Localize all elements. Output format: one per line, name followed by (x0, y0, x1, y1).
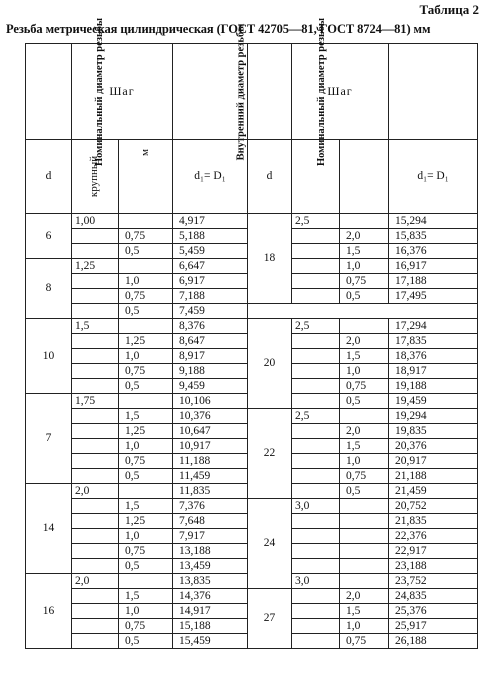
inner-diameter-cell: 10,106 (173, 394, 248, 409)
fine-step-cell: 1,25 (119, 514, 173, 529)
fine-step-cell: 0,5 (119, 559, 173, 574)
nominal-diameter-cell: 8 (26, 259, 72, 319)
coarse-step-cell (72, 304, 119, 319)
coarse-step-cell (72, 469, 119, 484)
coarse-step-cell (292, 439, 340, 454)
coarse-step-cell (292, 514, 340, 529)
header-nominal-diameter-right-label: Номинальный диаметр резьбы (316, 17, 328, 167)
inner-diameter-cell: 14,376 (173, 589, 248, 604)
inner-diameter-cell: 19,459 (389, 394, 478, 409)
coarse-step-cell: 1,5 (72, 319, 119, 334)
inner-diameter-cell: 22,917 (389, 544, 478, 559)
nominal-diameter-cell: 27 (248, 589, 292, 649)
coarse-step-cell: 2,5 (292, 409, 340, 424)
header-inner-diameter-right (389, 44, 478, 140)
coarse-step-cell (292, 559, 340, 574)
coarse-step-cell (72, 409, 119, 424)
inner-diameter-cell: 5,188 (173, 229, 248, 244)
table-row (26, 409, 478, 424)
coarse-step-cell (292, 364, 340, 379)
coarse-step-cell (72, 529, 119, 544)
fine-step-cell (119, 484, 173, 499)
nominal-diameter-cell: 16 (26, 574, 72, 649)
empty-cell (248, 304, 478, 319)
coarse-step-cell: 3,0 (292, 574, 340, 589)
inner-diameter-cell: 19,188 (389, 379, 478, 394)
fine-step-cell: 1,5 (119, 499, 173, 514)
inner-diameter-cell: 19,835 (389, 424, 478, 439)
fine-step-cell: 0,75 (119, 454, 173, 469)
header-step-right: Шаг (292, 44, 389, 140)
inner-diameter-cell: 21,835 (389, 514, 478, 529)
header-fine-left (119, 140, 173, 214)
inner-diameter-cell: 7,459 (173, 304, 248, 319)
coarse-step-cell (292, 259, 340, 274)
inner-diameter-cell: 17,835 (389, 334, 478, 349)
inner-diameter-cell: 6,917 (173, 274, 248, 289)
inner-diameter-cell: 16,917 (389, 259, 478, 274)
coarse-step-cell (72, 349, 119, 364)
inner-diameter-cell: 15,835 (389, 229, 478, 244)
nominal-diameter-cell: 6 (26, 214, 72, 259)
inner-diameter-cell: 17,188 (389, 274, 478, 289)
header-nominal-diameter-left-label: Номинальный диаметр резьбы (94, 17, 106, 167)
fine-step-cell: 0,75 (340, 634, 389, 649)
inner-diameter-cell: 8,917 (173, 349, 248, 364)
fine-step-cell: 0,75 (119, 289, 173, 304)
fine-step-cell: 1,0 (340, 364, 389, 379)
inner-diameter-cell: 19,294 (389, 409, 478, 424)
inner-diameter-cell: 21,459 (389, 484, 478, 499)
coarse-step-cell (292, 634, 340, 649)
inner-diameter-cell: 5,459 (173, 244, 248, 259)
coarse-step-cell (72, 289, 119, 304)
inner-diameter-cell: 15,188 (173, 619, 248, 634)
coarse-step-cell: 2,5 (292, 214, 340, 229)
coarse-step-cell (292, 229, 340, 244)
inner-diameter-cell: 13,835 (173, 574, 248, 589)
coarse-step-cell (72, 544, 119, 559)
header-nominal-diameter-right (248, 17, 328, 167)
fine-step-cell: 0,5 (340, 394, 389, 409)
fine-step-cell: 1,0 (119, 529, 173, 544)
inner-diameter-cell: 11,459 (173, 469, 248, 484)
inner-diameter-cell: 7,917 (173, 529, 248, 544)
fine-step-cell: 0,75 (340, 379, 389, 394)
nominal-diameter-cell: 20 (248, 319, 292, 409)
inner-diameter-cell: 10,647 (173, 424, 248, 439)
fine-step-cell: 1,0 (119, 274, 173, 289)
coarse-step-cell: 3,0 (292, 499, 340, 514)
inner-diameter-cell: 8,376 (173, 319, 248, 334)
fine-step-cell: 1,5 (340, 349, 389, 364)
header-inner-diameter-left (173, 23, 248, 161)
inner-diameter-cell: 24,835 (389, 589, 478, 604)
header-row-1 (26, 44, 478, 140)
coarse-step-cell (72, 589, 119, 604)
coarse-step-cell (72, 559, 119, 574)
coarse-step-cell (292, 484, 340, 499)
inner-diameter-cell: 17,495 (389, 289, 478, 304)
inner-diameter-cell: 23,752 (389, 574, 478, 589)
coarse-step-cell (292, 349, 340, 364)
fine-step-cell (340, 529, 389, 544)
nominal-diameter-cell: 18 (248, 214, 292, 304)
inner-diameter-cell: 13,188 (173, 544, 248, 559)
coarse-step-cell (72, 454, 119, 469)
header-nominal-diameter-left (26, 17, 106, 167)
table-row (26, 214, 478, 229)
fine-step-cell: 1,5 (119, 589, 173, 604)
coarse-step-cell (72, 439, 119, 454)
fine-step-cell: 1,0 (340, 259, 389, 274)
header-d1-right: d₁= D₁ (389, 140, 478, 214)
fine-step-cell: 2,0 (340, 229, 389, 244)
coarse-step-cell (72, 514, 119, 529)
coarse-step-cell (292, 289, 340, 304)
coarse-step-cell (292, 544, 340, 559)
header-inner-diameter-left-label: Внутренний диаметр резьбы (235, 23, 247, 161)
fine-step-cell (340, 499, 389, 514)
coarse-step-cell (72, 379, 119, 394)
fine-step-cell: 0,75 (340, 469, 389, 484)
inner-diameter-cell: 17,294 (389, 319, 478, 334)
coarse-step-cell (72, 364, 119, 379)
fine-step-cell: 0,5 (119, 379, 173, 394)
fine-step-cell: 1,5 (119, 409, 173, 424)
fine-step-cell: 0,75 (119, 544, 173, 559)
nominal-diameter-cell: 14 (26, 484, 72, 574)
header-d-right: d (248, 140, 292, 214)
fine-step-cell (340, 214, 389, 229)
inner-diameter-cell: 10,917 (173, 439, 248, 454)
fine-step-cell: 1,5 (340, 604, 389, 619)
header-fine-right (340, 140, 389, 214)
fine-step-cell (340, 409, 389, 424)
inner-diameter-cell: 13,459 (173, 559, 248, 574)
fine-step-cell (340, 574, 389, 589)
inner-diameter-cell: 21,188 (389, 469, 478, 484)
coarse-step-cell: 2,0 (72, 484, 119, 499)
fine-step-cell (340, 319, 389, 334)
fine-step-cell: 0,5 (340, 484, 389, 499)
fine-step-cell: 0,75 (119, 229, 173, 244)
table-row (26, 589, 478, 604)
nominal-diameter-cell: 7 (26, 394, 72, 484)
inner-diameter-cell: 23,188 (389, 559, 478, 574)
inner-diameter-cell: 9,459 (173, 379, 248, 394)
coarse-step-cell (72, 229, 119, 244)
coarse-step-cell (292, 589, 340, 604)
header-coarse-left-label: крупный (88, 155, 101, 198)
inner-diameter-cell: 11,835 (173, 484, 248, 499)
coarse-step-cell (72, 274, 119, 289)
coarse-step-cell (72, 334, 119, 349)
nominal-diameter-cell: 24 (248, 499, 292, 589)
coarse-step-cell: 1,75 (72, 394, 119, 409)
inner-diameter-cell: 15,294 (389, 214, 478, 229)
inner-diameter-cell: 25,917 (389, 619, 478, 634)
coarse-step-cell: 1,25 (72, 259, 119, 274)
table-title: Резьба метрическая цилиндрическая (ГОСТ 42705—81, ГОСТ 8724—81) мм (6, 22, 431, 36)
fine-step-cell: 0,5 (119, 244, 173, 259)
inner-diameter-cell: 18,376 (389, 349, 478, 364)
inner-diameter-cell: 15,459 (173, 634, 248, 649)
inner-diameter-cell: 20,376 (389, 439, 478, 454)
coarse-step-cell (292, 334, 340, 349)
inner-diameter-cell: 22,376 (389, 529, 478, 544)
table-number: Таблица 2 (419, 2, 479, 17)
nominal-diameter-cell: 10 (26, 319, 72, 394)
table-row (26, 304, 478, 319)
fine-step-cell (119, 574, 173, 589)
inner-diameter-cell: 7,376 (173, 499, 248, 514)
fine-step-cell: 1,0 (119, 349, 173, 364)
coarse-step-cell (292, 529, 340, 544)
inner-diameter-cell: 4,917 (173, 214, 248, 229)
fine-step-cell (119, 259, 173, 274)
fine-step-cell: 1,0 (119, 604, 173, 619)
fine-step-cell: 0,5 (119, 634, 173, 649)
fine-step-cell (340, 544, 389, 559)
coarse-step-cell: 2,0 (72, 574, 119, 589)
fine-step-cell (340, 514, 389, 529)
fine-step-cell: 0,5 (340, 289, 389, 304)
coarse-step-cell (72, 634, 119, 649)
coarse-step-cell (292, 394, 340, 409)
inner-diameter-cell: 11,188 (173, 454, 248, 469)
fine-step-cell (119, 394, 173, 409)
nominal-diameter-cell: 22 (248, 409, 292, 499)
coarse-step-cell (292, 244, 340, 259)
fine-step-cell: 1,25 (119, 424, 173, 439)
fine-step-cell (119, 214, 173, 229)
coarse-step-cell (72, 499, 119, 514)
coarse-step-cell (72, 619, 119, 634)
fine-step-cell: 2,0 (340, 589, 389, 604)
inner-diameter-cell: 6,647 (173, 259, 248, 274)
fine-step-cell: 2,0 (340, 334, 389, 349)
table-row (26, 319, 478, 334)
fine-step-cell: 0,75 (340, 274, 389, 289)
fine-step-cell: 1,0 (119, 439, 173, 454)
coarse-step-cell (72, 604, 119, 619)
coarse-step-cell: 1,00 (72, 214, 119, 229)
coarse-step-cell (292, 619, 340, 634)
coarse-step-cell: 2,5 (292, 319, 340, 334)
fine-step-cell: 1,0 (340, 454, 389, 469)
coarse-step-cell (72, 244, 119, 259)
fine-step-cell: 0,5 (119, 469, 173, 484)
inner-diameter-cell: 20,917 (389, 454, 478, 469)
fine-step-cell: 1,0 (340, 619, 389, 634)
fine-step-cell: 2,0 (340, 424, 389, 439)
inner-diameter-cell: 7,188 (173, 289, 248, 304)
header-d1-left: d₁= D₁ (173, 140, 248, 214)
inner-diameter-cell: 26,188 (389, 634, 478, 649)
fine-step-cell: 1,5 (340, 244, 389, 259)
inner-diameter-cell: 9,188 (173, 364, 248, 379)
inner-diameter-cell: 7,648 (173, 514, 248, 529)
inner-diameter-cell: 14,917 (173, 604, 248, 619)
coarse-step-cell (292, 274, 340, 289)
inner-diameter-cell: 10,376 (173, 409, 248, 424)
coarse-step-cell (292, 604, 340, 619)
coarse-step-cell (292, 469, 340, 484)
fine-step-cell: 0,75 (119, 364, 173, 379)
fine-step-cell (340, 559, 389, 574)
coarse-step-cell (292, 424, 340, 439)
fine-step-cell: 0,75 (119, 619, 173, 634)
inner-diameter-cell: 18,917 (389, 364, 478, 379)
inner-diameter-cell: 25,376 (389, 604, 478, 619)
header-step-left: Шаг (72, 44, 173, 140)
header-d-left: d (26, 140, 72, 214)
fine-step-cell: 0,5 (119, 304, 173, 319)
coarse-step-cell (72, 424, 119, 439)
inner-diameter-cell: 20,752 (389, 499, 478, 514)
fine-step-cell: 1,25 (119, 334, 173, 349)
table-row (26, 499, 478, 514)
inner-diameter-cell: 8,647 (173, 334, 248, 349)
fine-step-cell (119, 319, 173, 334)
header-fine-left-label: м (139, 149, 151, 156)
coarse-step-cell (292, 379, 340, 394)
fine-step-cell: 1,5 (340, 439, 389, 454)
inner-diameter-cell: 16,376 (389, 244, 478, 259)
coarse-step-cell (292, 454, 340, 469)
